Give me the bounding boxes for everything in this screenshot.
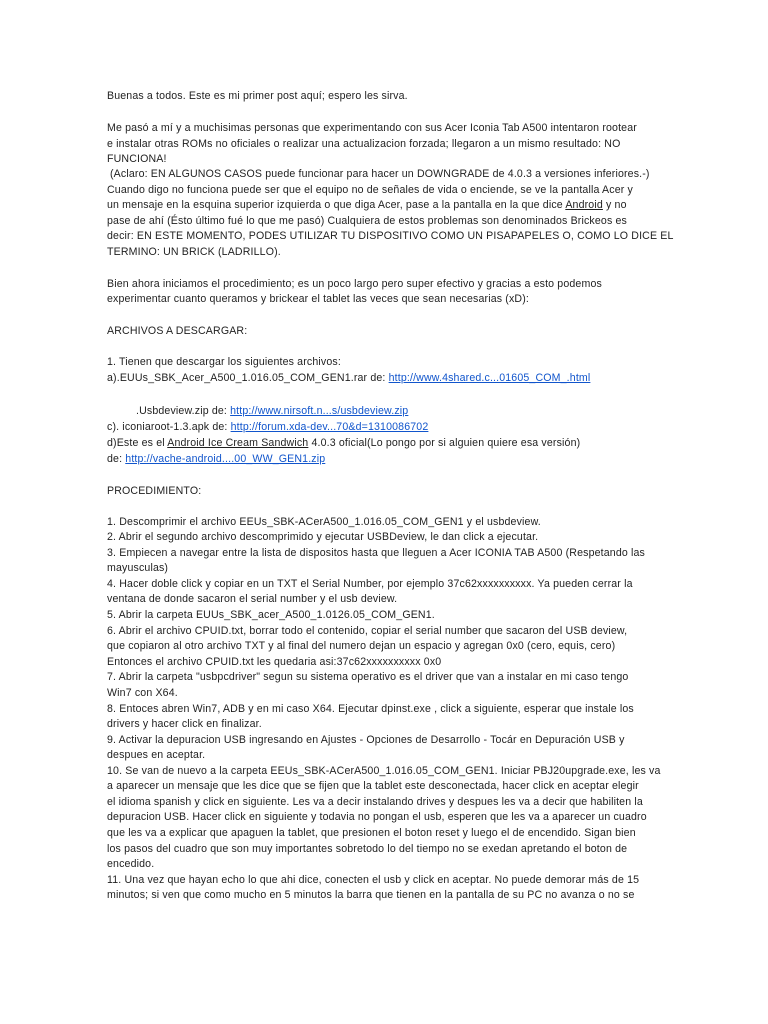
file-b-link[interactable]: http://www.nirsoft.n...s/usbdeview.zip [230,405,409,417]
step-line: 1. Descomprimir el archivo EEUs_SBK-ACerA500_1.016.05_COM_GEN1 y el usbdeview. [107,516,541,528]
file-a-link[interactable]: http://www.4shared.c...01605_COM_.html [388,372,591,384]
file-d-text: d)Este es el [107,437,168,449]
file-d-line [107,437,580,450]
step-line: que copiaron al otro archivo TXT y al final del numero dejan un espacio y agregan 0x0 (cero, equis, cero) [107,640,616,652]
intro-line-text: un mensaje en la esquina superior izquierda o que diga Acer, pase a la pantalla en la que dice [107,199,566,211]
intro-line: pase de ahí (Ésto último fué lo que me pasó) Cualquiera de estos problemas son denominados Brickeos es [107,215,627,227]
step-line: despues en aceptar. [107,749,206,761]
step-line: 2. Abrir el segundo archivo descomprimido y ejecutar USBDeview, le dan click a ejecutar. [107,531,539,543]
step-line: los pasos del cuadro que son muy importantes sobretodo lo del tiempo no se exedan apretando el boton de [107,843,628,855]
intro-line: (Aclaro: EN ALGUNOS CASOS puede funcionar para hacer un DOWNGRADE de 4.0.3 a versiones inferiores.-) [110,168,650,180]
step-line: 3. Empiecen a navegar entre la lista de dispositos hasta que lleguen a Acer ICONIA TAB A500 (Respetando las [107,547,646,559]
step-line: 8. Entoces abren Win7, ADB y en mi caso X64. Ejecutar dpinst.exe , click a siguiente, esperar que instale los [107,703,634,715]
step-line: 9. Activar la depuracion USB ingresando en Ajustes - Opciones de Desarrollo - Tocár en Depuración USB y [107,734,625,746]
step-line: el idioma spanish y click en siguiente. Les va a decir instalando drives y despues les va a decir que habiliten la [107,796,643,808]
file-d-tail: 4.0.3 oficial(Lo pongo por si alguien quiere esa versión) [308,437,581,449]
start-line: experimentar cuanto queramos y brickear el tablet las veces que sean necesarias (xD): [107,293,529,305]
step-line: ventana de donde sacaron el serial number y el usb deview. [107,593,398,605]
procedure-heading: PROCEDIMIENTO: [107,485,202,497]
file-c-link[interactable]: http://forum.xda-dev...70&d=1310086702 [230,421,429,433]
step-line: 7. Abrir la carpeta "usbpcdriver" segun su sistema operativo es el driver que van a instalar en mi caso tengo [107,671,629,683]
step-line: 10. Se van de nuevo a la carpeta EEUs_SBK-ACerA500_1.016.05_COM_GEN1. Iniciar PBJ20upgrade.exe, les va [107,765,661,777]
file-d2-line [107,453,325,466]
step-line: Entonces el archivo CPUID.txt les quedaria asi:37c62xxxxxxxxxx 0x0 [107,656,442,668]
intro-line: Cuando digo no funciona puede ser que el equipo no de señales de vida o enciende, se ve la pantalla Acer y [107,184,633,196]
file-b-line [136,405,408,418]
file-d2-text: de: [107,453,126,465]
step-line: 6. Abrir el archivo CPUID.txt, borrar todo el contenido, copiar el serial number que sacaron del USB deview, [107,625,628,637]
intro-line: Me pasó a mí y a muchisimas personas que experimentando con sus Acer Iconia Tab A500 intentaron rootear [107,122,637,134]
ics-keyword-link[interactable]: Android Ice Cream Sandwich [167,437,309,449]
greeting-text: Buenas a todos. Este es mi primer post aquí; espero les sirva. [107,90,408,102]
intro-line-tail: y no [602,199,627,211]
file-a-text: a).EUUs_SBK_Acer_A500_1.016.05_COM_GEN1.rar de: [107,372,389,384]
file-a-line [107,372,590,385]
step-line: 5. Abrir la carpeta EUUs_SBK_acer_A500_1.0126.05_COM_GEN1. [107,609,435,621]
file-c-line [107,421,428,434]
android-keyword-link[interactable]: Android [565,199,603,211]
start-line: Bien ahora iniciamos el procedimiento; es un poco largo pero super efectivo y gracias a esto podemos [107,278,602,290]
step-line: que les va a explicar que apaguen la tablet, que presionen el boton reset y luego el de encendido. Sigan bien [107,827,636,839]
intro-line: decir: EN ESTE MOMENTO, PODES UTILIZAR TU DISPOSITIVO COMO UN PISAPAPELES O, COMO LO DICE EL [107,230,674,242]
step-line: Win7 con X64. [107,687,178,699]
step-line: a aparecer un mensaje que les dice que se fijen que la tablet este desconectada, hacer click en aceptar elegir [107,780,639,792]
intro-line: FUNCIONA! [107,153,167,165]
file-d-link[interactable]: http://vache-android....00_WW_GEN1.zip [125,453,326,465]
step-line: depuracion USB. Hacer click en siguiente y todavia no pongan el usb, esperen que les va a aparecer un cuadro [107,811,647,823]
intro-line: TERMINO: UN BRICK (LADRILLO). [107,246,281,258]
step-line: minutos; si ven que como mucho en 5 minutos la barra que tienen en la pantalla de su PC no avanza o no se [107,889,635,901]
intro-line [107,199,627,212]
downloads-intro: 1. Tienen que descargar los siguientes archivos: [107,356,341,368]
file-c-text: c). iconiaroot-1.3.apk de: [107,421,231,433]
step-line: encedido. [107,858,155,870]
step-line: drivers y hacer click en finalizar. [107,718,262,730]
step-line: 4. Hacer doble click y copiar en un TXT el Serial Number, por ejemplo 37c62xxxxxxxxxx. Ya pueden cerrar la [107,578,633,590]
step-line: 11. Una vez que hayan echo lo que ahi dice, conecten el usb y click en aceptar. No puede demorar más de 15 [107,874,640,886]
downloads-heading: ARCHIVOS A DESCARGAR: [107,325,248,337]
intro-line: e instalar otras ROMs no oficiales o realizar una actualizacion forzada; llegaron a un mismo resultado: NO [107,138,621,150]
step-line: mayusculas) [107,562,169,574]
file-b-text: .Usbdeview.zip de: [136,405,231,417]
